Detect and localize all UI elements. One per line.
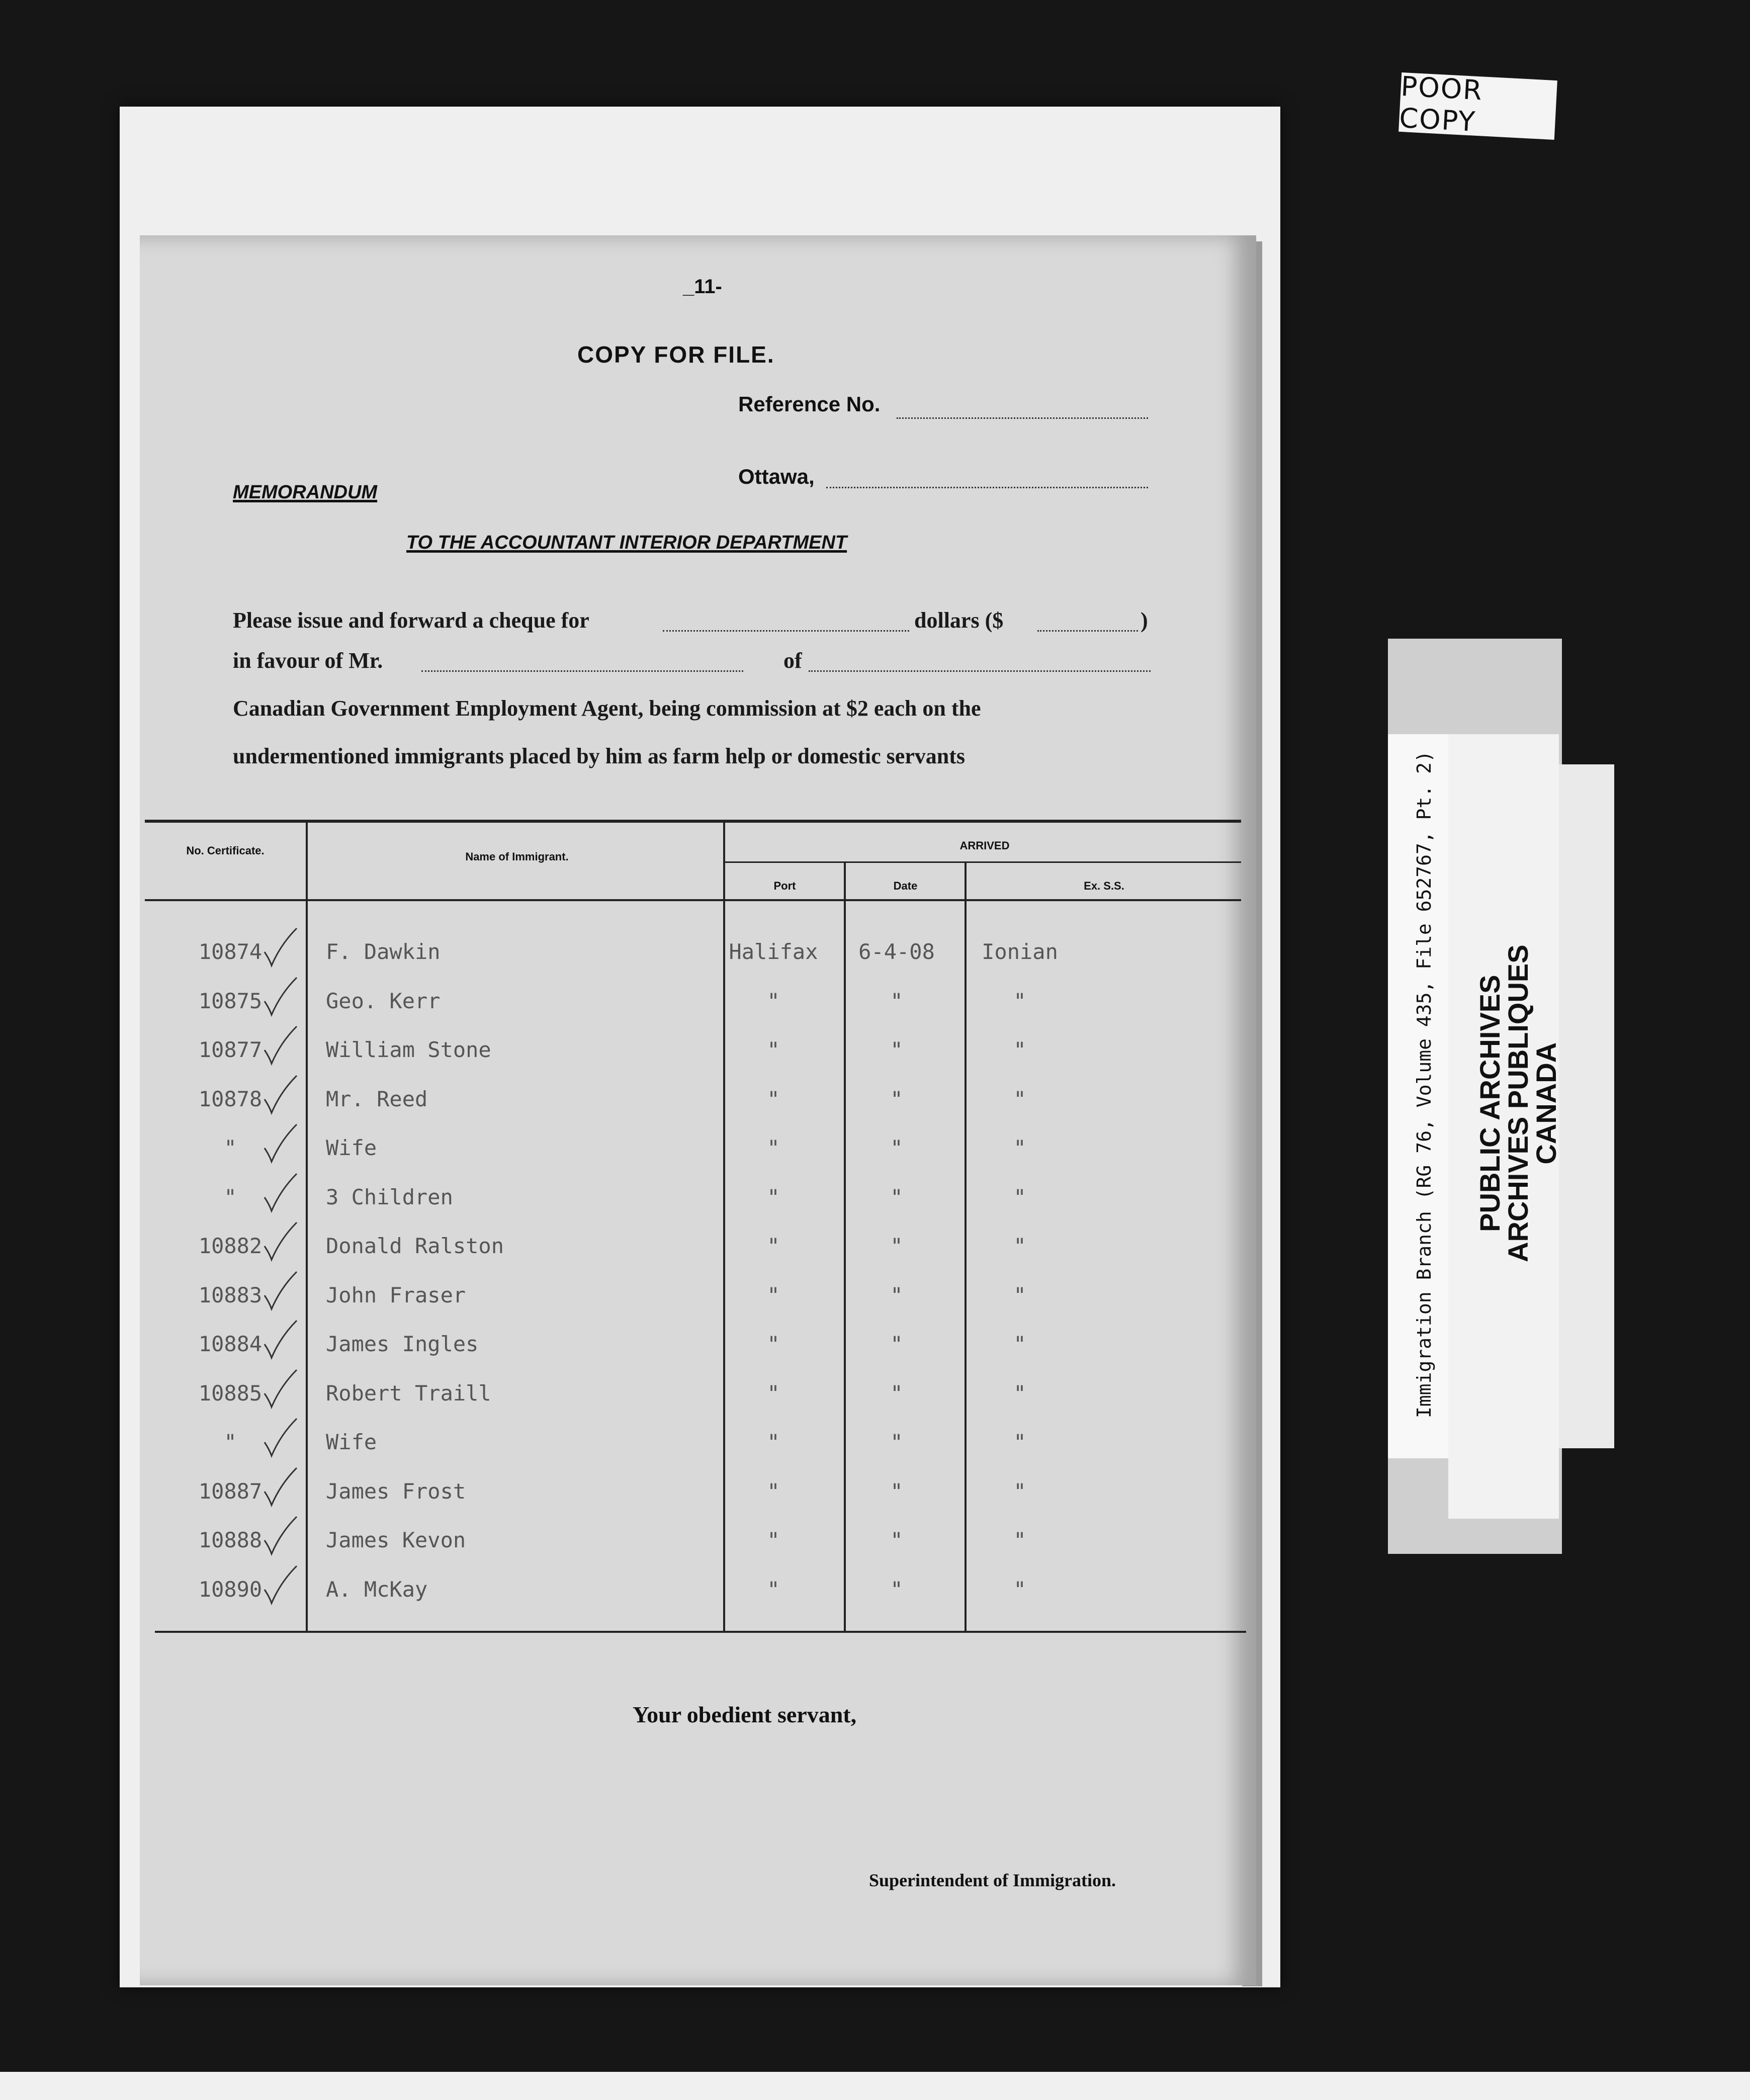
- date-cell: ": [890, 1577, 903, 1602]
- immigrant-name-cell: William Stone: [326, 1037, 491, 1062]
- payee-line: [421, 670, 743, 672]
- port-cell: ": [767, 1282, 780, 1307]
- header-port: Port: [773, 880, 796, 892]
- port-cell: ": [767, 1430, 780, 1454]
- ship-cell: ": [1013, 1528, 1026, 1552]
- header-arrived: ARRIVED: [959, 839, 1010, 852]
- paragraph-line-3: Canadian Government Employment Agent, being commission at $2 each on the: [233, 696, 981, 721]
- poor-copy-label: POOR COPY: [1398, 72, 1557, 140]
- ship-cell: ": [1013, 1380, 1026, 1406]
- immigrant-name-cell: James Frost: [326, 1478, 466, 1504]
- checkmark-icon: [260, 1072, 301, 1117]
- date-cell: ": [890, 1135, 903, 1160]
- ship-cell: ": [1013, 1135, 1026, 1160]
- immigrant-name-cell: Geo. Kerr: [326, 988, 441, 1013]
- archives-line-2: ARCHIVES PUBLIQUES: [1502, 944, 1534, 1262]
- certificate-cell: 10878: [198, 1086, 262, 1111]
- checkmark-icon: [260, 1022, 301, 1068]
- col-divider-cert: [306, 821, 308, 1631]
- memo-form: [140, 235, 1256, 1985]
- checkmark-icon: [260, 1415, 301, 1460]
- amount-figure-line: [1037, 630, 1138, 632]
- checkmark-icon: [260, 1513, 301, 1558]
- paragraph-line-1: [233, 607, 589, 633]
- cheque-label: Please issue and forward a cheque for: [233, 608, 589, 633]
- ship-cell: ": [1013, 1037, 1026, 1062]
- reference-label: Reference No.: [738, 392, 881, 416]
- paragraph-line-4: undermentioned immigrants placed by him as farm help or domestic servants: [233, 744, 966, 768]
- date-cell: ": [890, 1086, 903, 1111]
- certificate-cell: 10884: [198, 1332, 262, 1356]
- certificate-cell: ": [224, 1184, 237, 1209]
- to-accountant-line: TO THE ACCOUNTANT INTERIOR DEPARTMENT: [406, 532, 847, 553]
- checkmark-icon: [260, 1170, 301, 1215]
- immigrant-name-cell: Donald Ralston: [326, 1234, 504, 1258]
- date-cell: ": [890, 1430, 903, 1454]
- date-cell: ": [890, 1234, 903, 1258]
- date-cell: ": [890, 988, 903, 1013]
- ship-cell: ": [1013, 1086, 1026, 1111]
- ship-cell: ": [1013, 1478, 1026, 1504]
- certificate-cell: 10877: [198, 1037, 262, 1062]
- port-cell: ": [767, 1037, 780, 1062]
- immigrant-name-cell: Wife: [326, 1135, 377, 1160]
- table-header-rule: [145, 899, 1241, 901]
- of-label: of: [783, 648, 802, 673]
- signature-title: Superintendent of Immigration.: [869, 1870, 1116, 1890]
- checkmark-icon: [260, 1317, 301, 1362]
- certificate-cell: 10885: [198, 1380, 262, 1406]
- immigrant-name-cell: John Fraser: [326, 1282, 466, 1307]
- date-cell: ": [890, 1037, 903, 1062]
- date-cell: 6-4-08: [858, 939, 935, 964]
- date-cell: ": [890, 1184, 903, 1209]
- certificate-cell: 10887: [198, 1478, 262, 1504]
- ship-cell: ": [1013, 1430, 1026, 1454]
- immigrant-name-cell: James Ingles: [326, 1332, 479, 1356]
- port-cell: ": [767, 988, 780, 1013]
- port-cell: ": [767, 1478, 780, 1504]
- header-ship: Ex. S.S.: [1084, 880, 1124, 892]
- archives-line-3: CANADA: [1530, 1042, 1562, 1165]
- certificate-cell: 10874: [198, 939, 262, 964]
- port-cell: Halifax: [729, 939, 818, 964]
- checkmark-icon: [260, 1218, 301, 1264]
- immigrant-name-cell: F. Dawkin: [326, 939, 441, 964]
- checkmark-icon: [260, 1366, 301, 1411]
- checkmark-icon: [260, 1464, 301, 1509]
- ship-cell: ": [1013, 1234, 1026, 1258]
- certificate-cell: ": [224, 1430, 237, 1454]
- archives-stamp: [1476, 944, 1560, 1262]
- reference-line: [897, 417, 1148, 419]
- certificate-cell: 10883: [198, 1282, 262, 1307]
- bottom-edge: [0, 2072, 1750, 2100]
- ship-cell: ": [1013, 1577, 1026, 1602]
- memorandum-heading: MEMORANDUM: [233, 482, 378, 503]
- header-certificate: No. Certificate.: [186, 844, 265, 857]
- ship-cell: ": [1013, 1184, 1026, 1209]
- amount-words-line: [663, 630, 909, 632]
- immigrant-name-cell: Robert Traill: [326, 1380, 491, 1406]
- checkmark-icon: [260, 1268, 301, 1313]
- date-cell: ": [890, 1332, 903, 1356]
- immigrant-name-cell: James Kevon: [326, 1528, 466, 1552]
- copy-for-file-title: COPY FOR FILE.: [577, 341, 775, 368]
- dollars-label: dollars ($: [914, 608, 1004, 633]
- port-cell: ": [767, 1086, 780, 1111]
- arrived-subrule: [723, 861, 1241, 863]
- checkmark-icon: [260, 974, 301, 1019]
- payee-location-line: [809, 670, 1151, 672]
- ship-cell: Ionian: [982, 939, 1058, 964]
- ship-cell: ": [1013, 1332, 1026, 1356]
- favour-label: in favour of Mr.: [233, 648, 383, 673]
- page-number: _11-: [683, 276, 722, 298]
- port-cell: ": [767, 1577, 780, 1602]
- immigrant-name-cell: 3 Children: [326, 1184, 453, 1209]
- port-cell: ": [767, 1234, 780, 1258]
- ship-cell: ": [1013, 988, 1026, 1013]
- certificate-cell: 10890: [198, 1577, 262, 1602]
- table-top-rule: [145, 820, 1241, 823]
- ottawa-date-line: [826, 487, 1148, 488]
- port-cell: ": [767, 1528, 780, 1552]
- port-cell: ": [767, 1332, 780, 1356]
- date-cell: ": [890, 1478, 903, 1504]
- ottawa-label: Ottawa,: [738, 465, 815, 488]
- port-cell: ": [767, 1184, 780, 1209]
- certificate-cell: 10888: [198, 1528, 262, 1552]
- immigrant-name-cell: A. McKay: [326, 1577, 428, 1602]
- header-name: Name of Immigrant.: [465, 850, 569, 863]
- immigrant-name-cell: Mr. Reed: [326, 1086, 428, 1111]
- table-bottom-rule: [155, 1631, 1246, 1633]
- archives-line-1: PUBLIC ARCHIVES: [1474, 975, 1506, 1232]
- checkmark-icon: [260, 924, 301, 970]
- certificate-cell: 10875: [198, 988, 262, 1013]
- certificate-cell: ": [224, 1135, 237, 1160]
- port-cell: ": [767, 1135, 780, 1160]
- checkmark-icon: [260, 1120, 301, 1166]
- date-cell: ": [890, 1282, 903, 1307]
- date-cell: ": [890, 1528, 903, 1552]
- date-cell: ": [890, 1380, 903, 1406]
- close-paren: ): [1141, 608, 1148, 633]
- ship-cell: ": [1013, 1282, 1026, 1307]
- header-date: Date: [893, 880, 918, 892]
- checkmark-icon: [260, 1562, 301, 1607]
- immigrant-name-cell: Wife: [326, 1430, 377, 1454]
- certificate-cell: 10882: [198, 1234, 262, 1258]
- port-cell: ": [767, 1380, 780, 1406]
- closing-salutation: Your obedient servant,: [633, 1702, 857, 1727]
- file-reference-label: Immigration Branch (RG 76, Volume 435, File 652767, Pt. 2): [1413, 751, 1435, 1418]
